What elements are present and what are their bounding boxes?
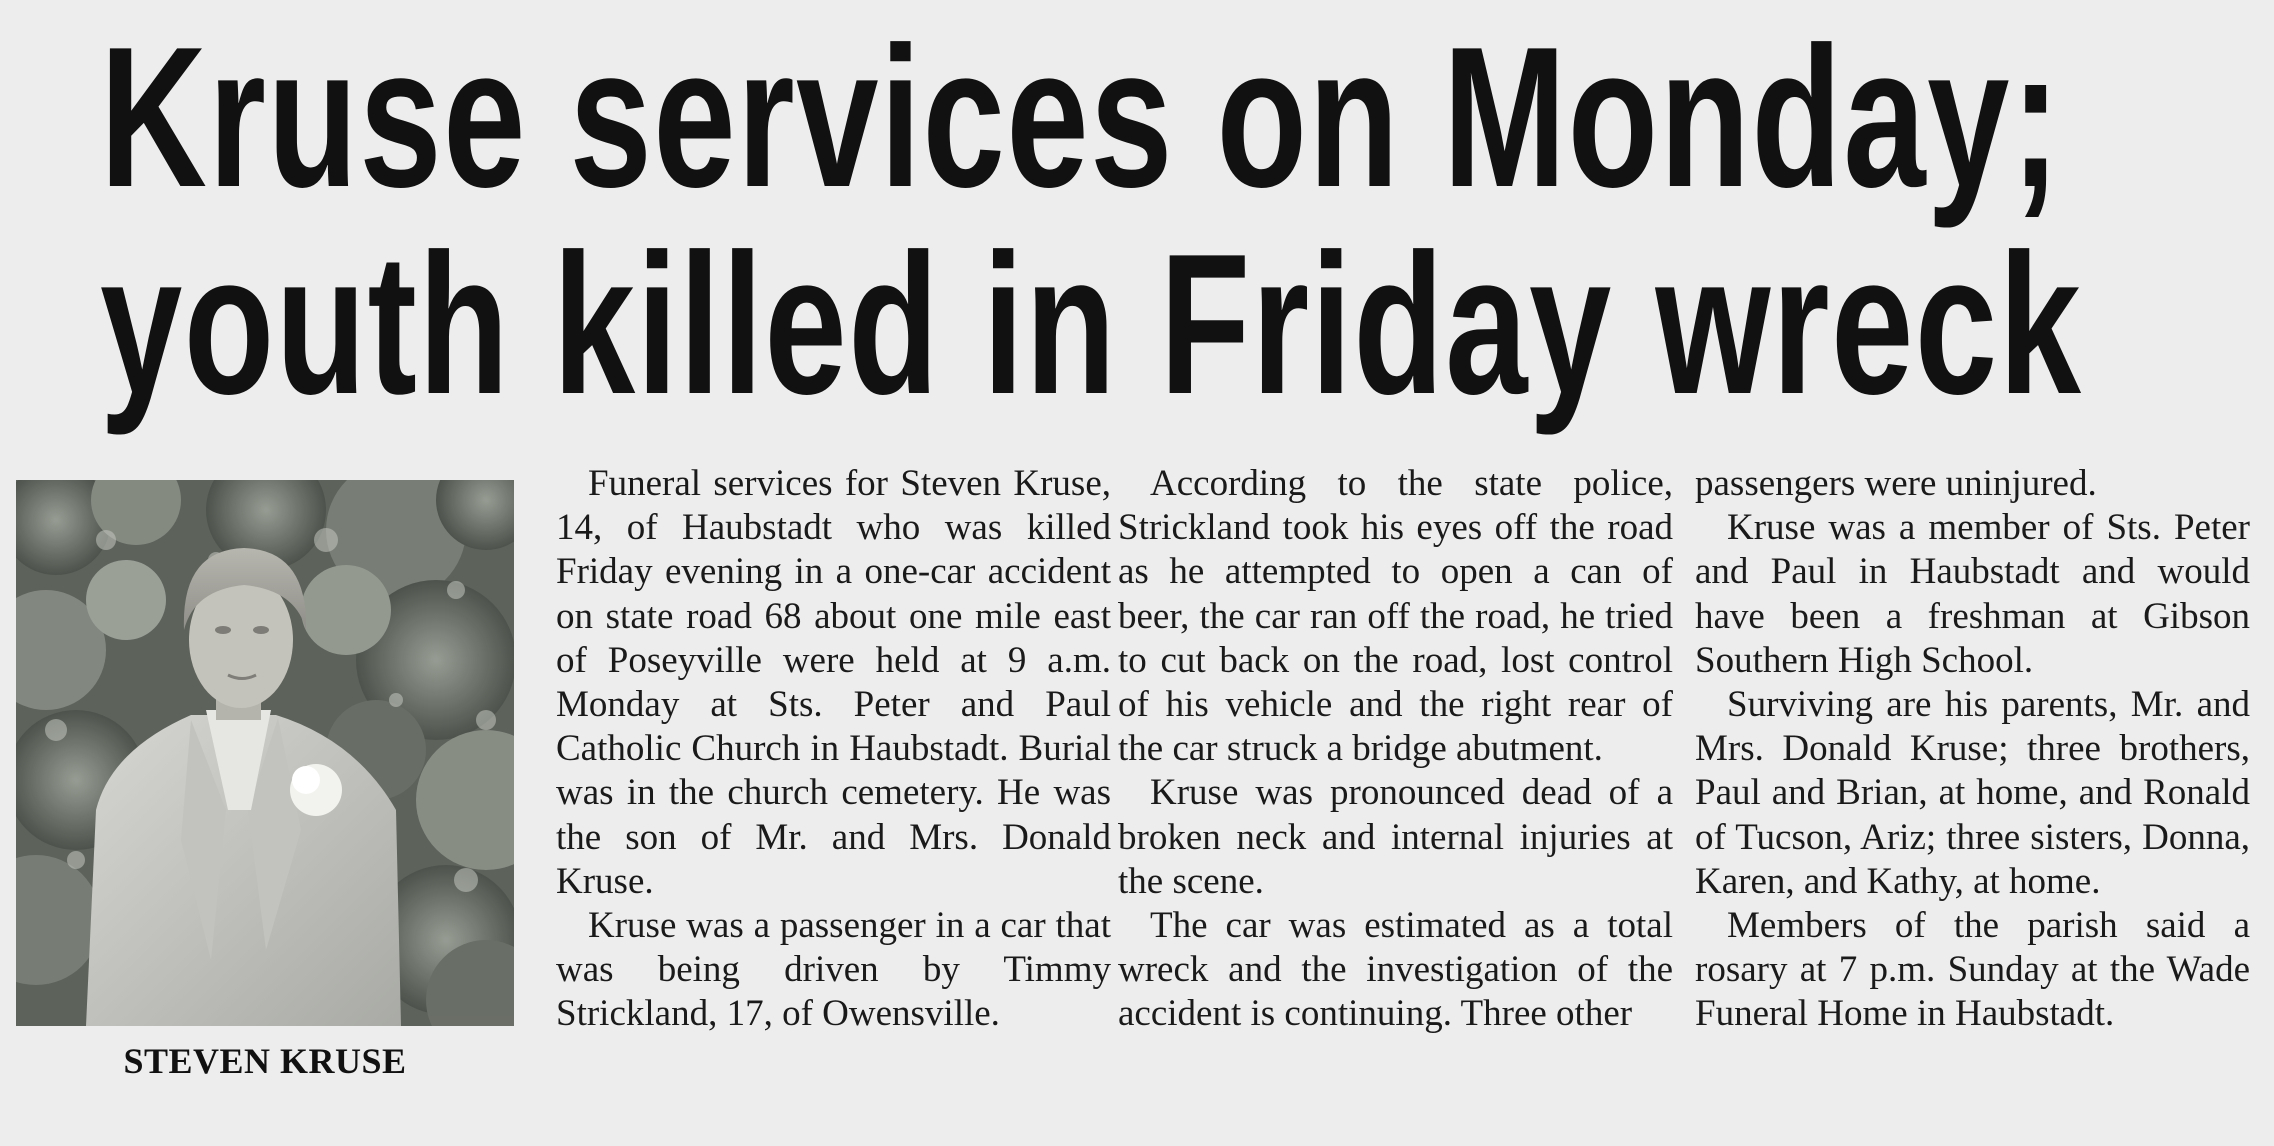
- headline-line-2: youth killed in Friday wreck: [100, 213, 2083, 436]
- article-column-1: [556, 462, 1111, 1037]
- article-column-2: [1118, 462, 1673, 1037]
- article-column-3: [1695, 462, 2250, 1037]
- portrait-photo: [16, 480, 514, 1026]
- paragraph: The car was estimated as a total wreck and the investigation of the accident is continuing. Three other: [1118, 905, 1673, 1035]
- photo-caption: STEVEN KRUSE: [123, 1041, 407, 1081]
- paragraph: Surviving are his parents, Mr. and Mrs. Donald Kruse; three brothers, Paul and Brian, at home, and Ronald of Tucson, Ariz; three sisters, Donna, Karen, and Kathy, at home.: [1695, 684, 2250, 902]
- paragraph: Kruse was pronounced dead of a broken neck and internal injuries at the scene.: [1118, 772, 1673, 902]
- paragraph: According to the state police, Strickland took his eyes off the road as he attempted to open a can of beer, the car ran off the road, he tried to cut back on the road, lost control of his vehicle and the right rear of the car struck a bridge abutment.: [1118, 463, 1673, 770]
- paragraph: Funeral services for Steven Kruse, 14, of Haubstadt who was killed Friday evening in a one-car accident on state road 68 about one mile east of Poseyville were held at 9 a.m. Monday at Sts. Peter and Paul Catholic Church in Haubstadt. Burial was in the church cemetery. He was the son of Mr. and Mrs. Donald Kruse.: [556, 463, 1111, 902]
- headline-line-1: Kruse services on Monday;: [100, 6, 2062, 229]
- paragraph: Members of the parish said a rosary at 7 p.m. Sunday at the Wade Funeral Home in Haubstadt.: [1695, 905, 2250, 1035]
- portrait-image: [16, 480, 514, 1026]
- paragraph: passengers were uninjured.: [1695, 463, 2097, 504]
- paragraph: Kruse was a member of Sts. Peter and Paul in Haubstadt and would have been a freshman at Gibson Southern High School.: [1695, 507, 2250, 681]
- paragraph: Kruse was a passenger in a car that was being driven by Timmy Strickland, 17, of Owensville.: [556, 905, 1111, 1035]
